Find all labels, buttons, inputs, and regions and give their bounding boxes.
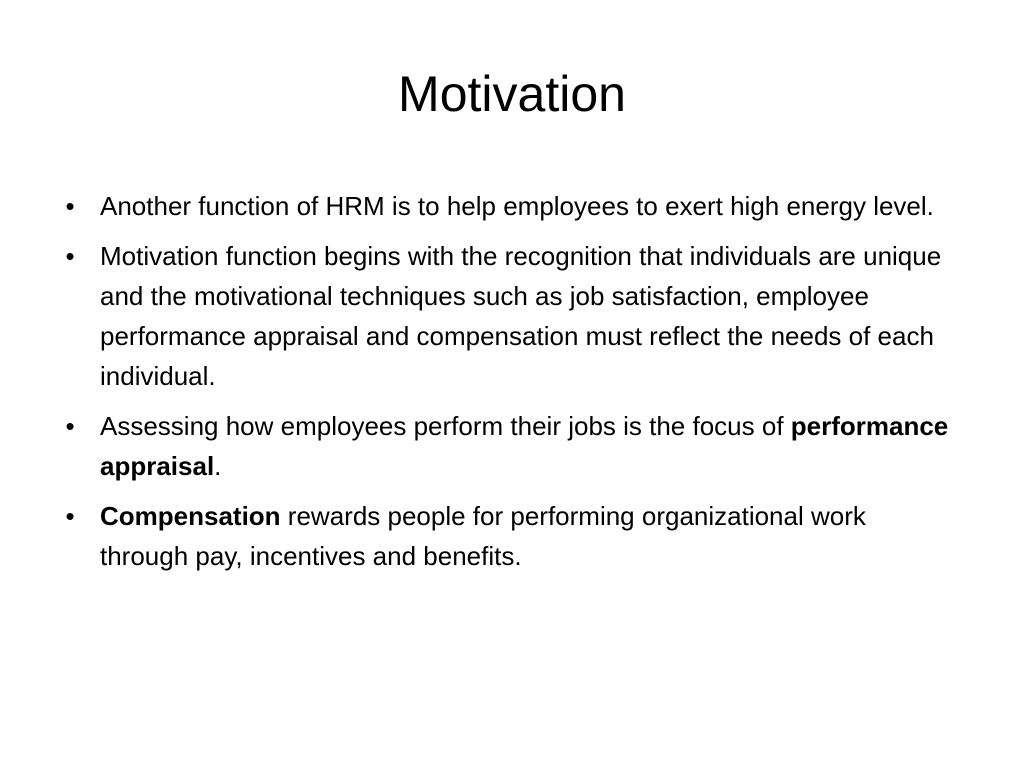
bullet-dot-icon: • (65, 241, 75, 271)
bullet-dot-icon: • (65, 191, 75, 221)
bullet-list (60, 186, 960, 586)
bullet-text: Motivation function begins with the recognition that individuals are unique and the motivational techniques such as job satisfaction, employee performance appraisal and compensation must reflect the needs of each individual. (100, 241, 942, 391)
bullet-text-bold: Compensation (100, 501, 281, 531)
bullet-text-before: Assessing how employees perform their jobs is the focus of (100, 411, 791, 441)
slide-title: Motivation (398, 66, 626, 122)
bullet-dot-icon: • (65, 501, 75, 531)
bullet-item (60, 406, 960, 486)
bullet-item (60, 186, 960, 226)
bullet-text: Another function of HRM is to help employees to exert high energy level. (100, 191, 934, 221)
bullet-item (60, 236, 960, 396)
bullet-text-bold: performance appraisal (100, 411, 949, 481)
bullet-text-after: rewards people for performing organizational work through pay, incentives and benefits. (100, 501, 866, 571)
bullet-text-after: . (214, 451, 222, 481)
bullet-dot-icon: • (65, 411, 75, 441)
bullet-item (60, 496, 960, 576)
